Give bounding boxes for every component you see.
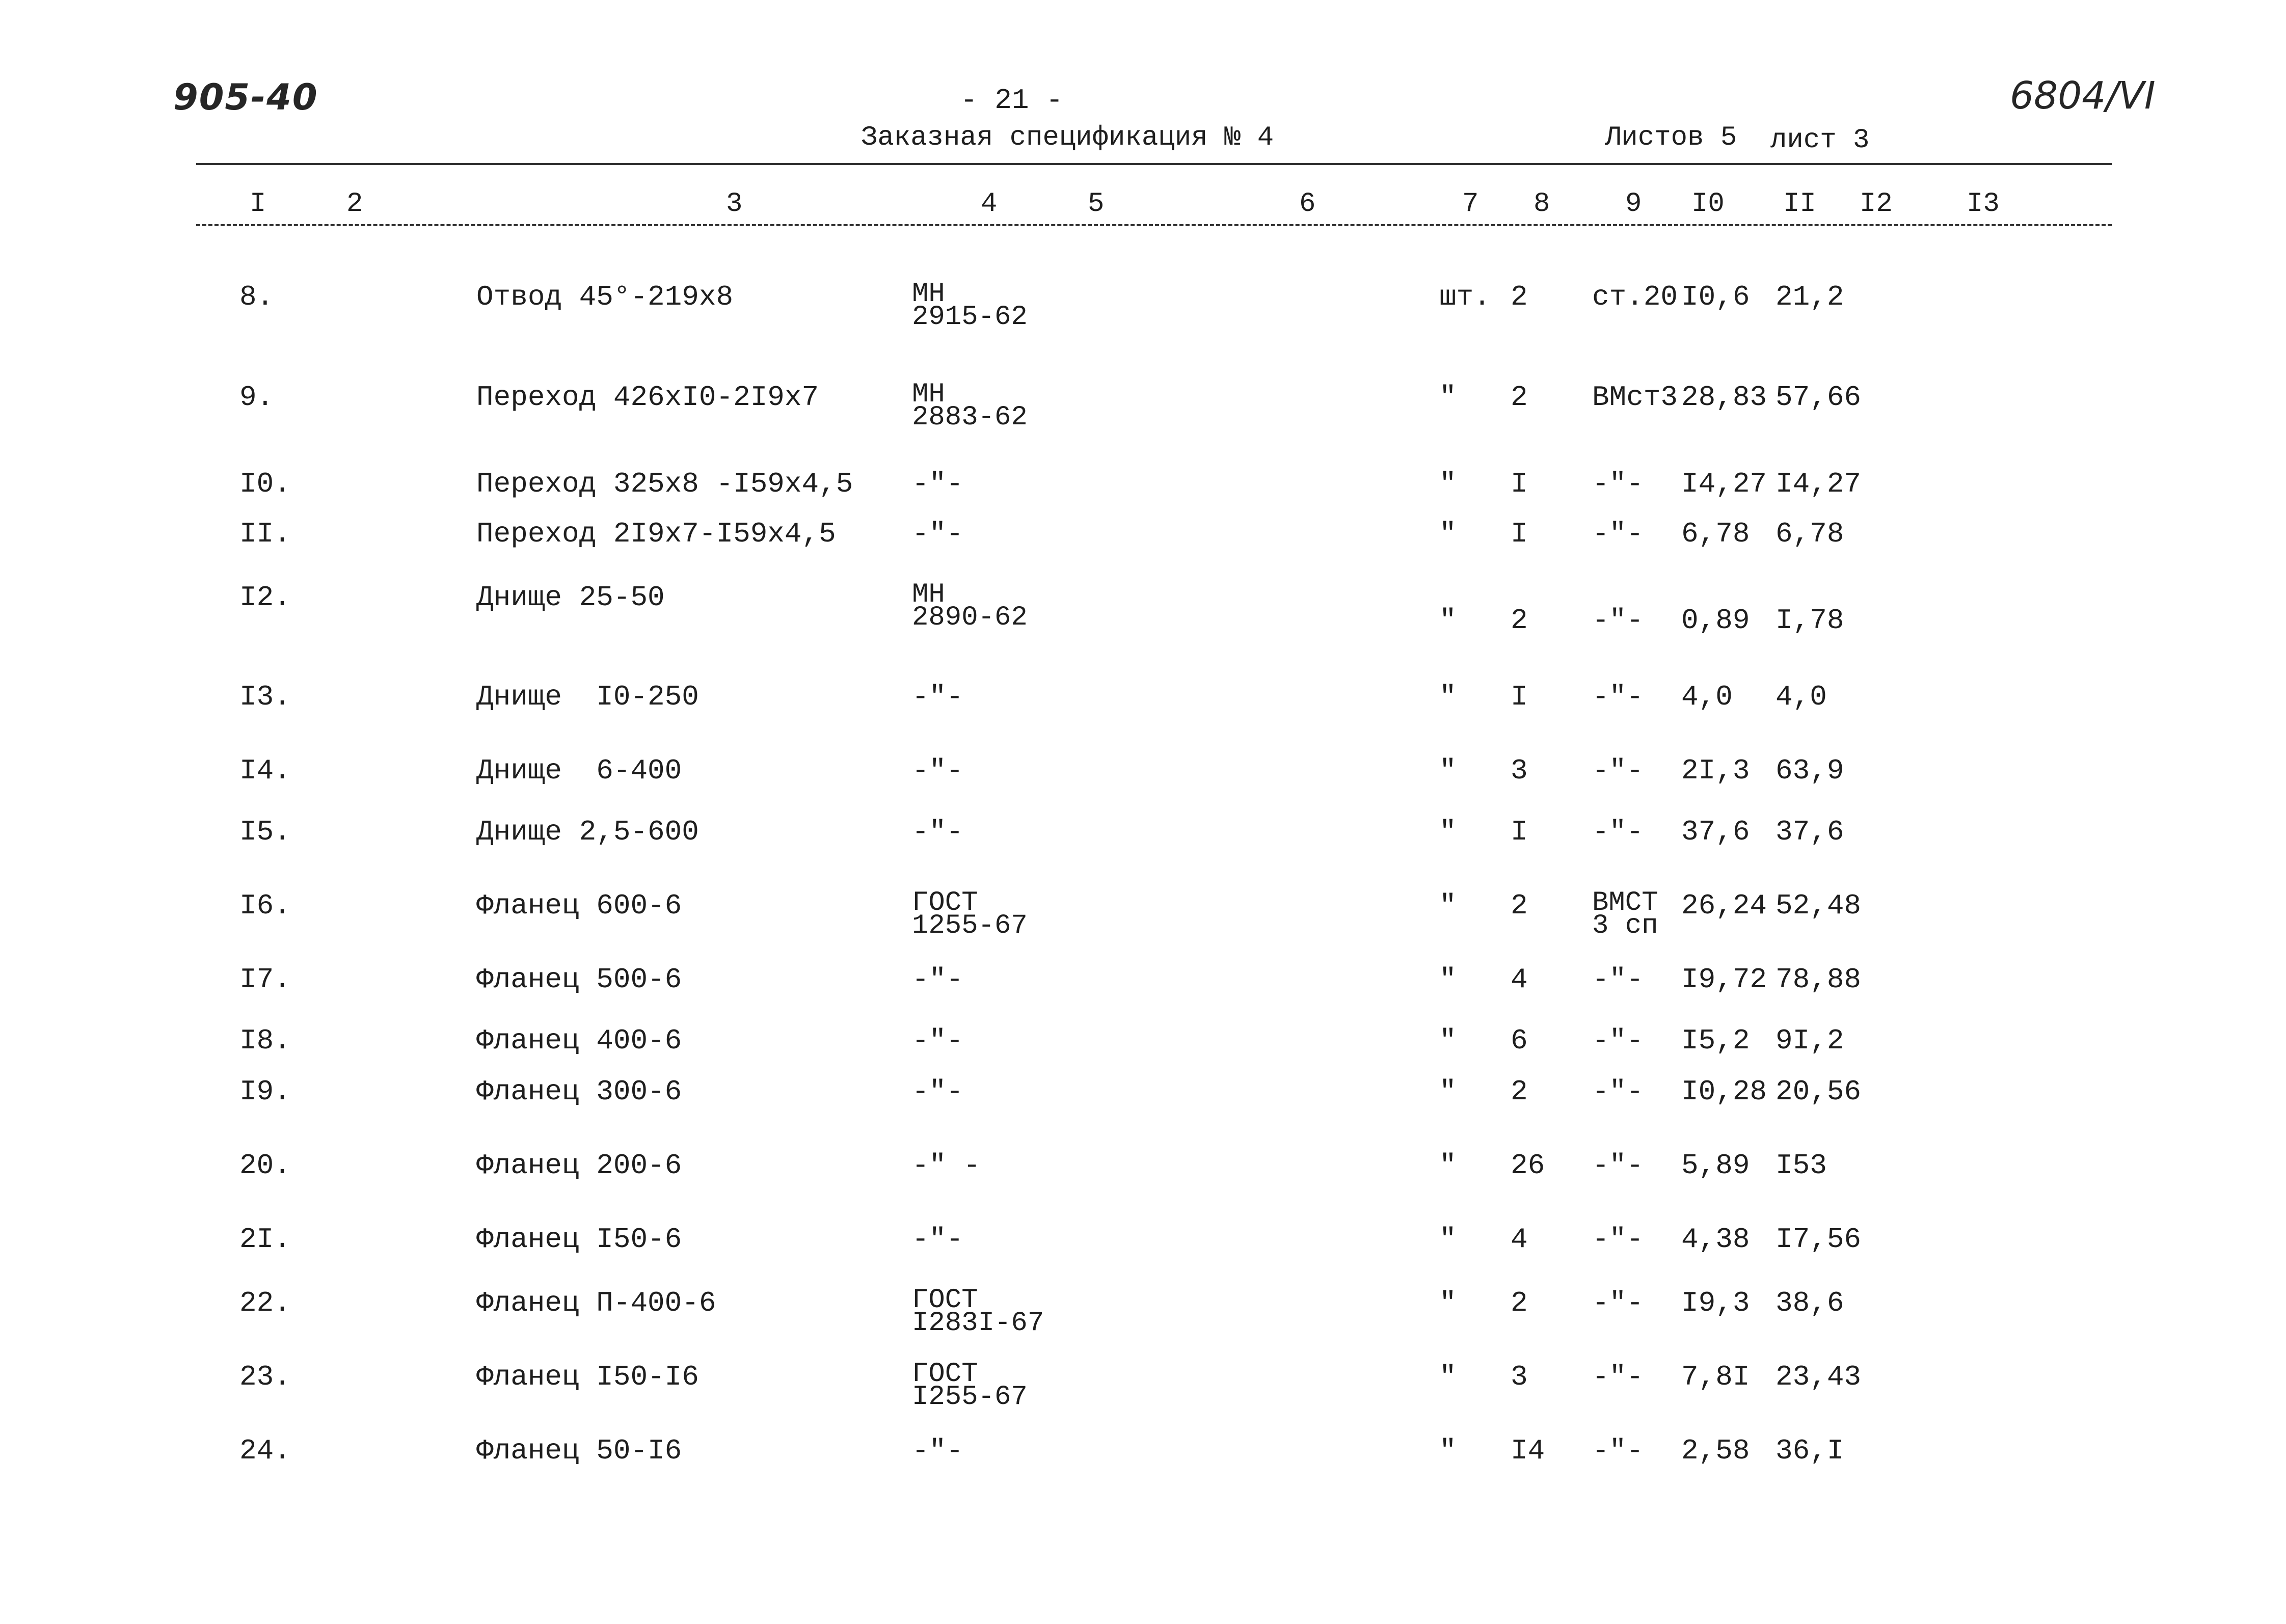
- quantity: 3: [1511, 754, 1528, 787]
- item-name: Днище 2,5-600: [476, 816, 699, 848]
- quantity: 6: [1511, 1024, 1528, 1057]
- unit-mass: 4,0: [1681, 681, 1733, 713]
- column-header: 4: [981, 188, 998, 220]
- column-header: I0: [1691, 188, 1725, 220]
- unit: ": [1439, 1149, 1457, 1182]
- material: -"-: [1592, 754, 1644, 787]
- document-id: 6804/VI: [2010, 74, 2156, 118]
- unit: ": [1439, 754, 1457, 787]
- total-mass: 6,78: [1776, 518, 1844, 550]
- total-mass: I,78: [1776, 604, 1844, 637]
- unit: ": [1439, 518, 1457, 550]
- column-header: 8: [1534, 188, 1550, 220]
- material: ВМст3: [1592, 381, 1678, 414]
- item-number: I2.: [239, 581, 291, 614]
- column-header: I3: [1967, 188, 2000, 220]
- item-number: I0.: [239, 468, 291, 500]
- unit: ": [1439, 1223, 1457, 1256]
- unit-mass: I4,27: [1681, 468, 1767, 500]
- unit: ": [1439, 381, 1457, 414]
- total-mass: 63,9: [1776, 754, 1844, 787]
- item-number: 22.: [239, 1287, 291, 1319]
- column-header: 6: [1299, 188, 1316, 220]
- page-number: - 21 -: [960, 84, 1063, 117]
- total-mass: 36,I: [1776, 1434, 1844, 1467]
- quantity: 2: [1511, 1075, 1528, 1108]
- item-number: I6.: [239, 889, 291, 922]
- material: -"-: [1592, 816, 1644, 848]
- item-number: 20.: [239, 1149, 291, 1182]
- item-name: Фланец 50-I6: [476, 1434, 682, 1467]
- item-name: Днище 6-400: [476, 754, 682, 787]
- quantity: I4: [1511, 1434, 1545, 1467]
- unit: ": [1439, 1024, 1457, 1057]
- standard-reference: -"-: [912, 1024, 963, 1057]
- quantity: 2: [1511, 281, 1528, 313]
- unit: ": [1439, 1361, 1457, 1393]
- quantity: 3: [1511, 1361, 1528, 1393]
- standard-reference: -"-: [912, 518, 963, 550]
- item-number: II.: [239, 518, 291, 550]
- quantity: 4: [1511, 963, 1528, 996]
- item-number: I3.: [239, 681, 291, 713]
- unit-mass: 6,78: [1681, 518, 1750, 550]
- item-name: Фланец 400-6: [476, 1024, 682, 1057]
- unit: ": [1439, 889, 1457, 922]
- unit-mass: 2,58: [1681, 1434, 1750, 1467]
- item-name: Переход 325x8 -I59x4,5: [476, 468, 853, 500]
- quantity: I: [1511, 468, 1528, 500]
- standard-reference: ГОСТ I283I-67: [912, 1285, 1044, 1339]
- standard-reference: ГОСТ I255-67: [912, 1359, 1028, 1413]
- item-number: 8.: [239, 281, 274, 313]
- total-mass: 4,0: [1776, 681, 1827, 713]
- column-header: I: [250, 188, 266, 220]
- column-header: I2: [1860, 188, 1893, 220]
- standard-reference: МН 2915-62: [912, 279, 1028, 333]
- column-header: 9: [1625, 188, 1642, 220]
- standard-reference: -"-: [912, 816, 963, 848]
- quantity: 4: [1511, 1223, 1528, 1256]
- material: -"-: [1592, 1434, 1644, 1467]
- document-code: 905-40: [173, 76, 318, 118]
- item-number: 24.: [239, 1434, 291, 1467]
- material: -"-: [1592, 1024, 1644, 1057]
- item-number: I7.: [239, 963, 291, 996]
- total-mass: 52,48: [1776, 889, 1862, 922]
- item-number: I9.: [239, 1075, 291, 1108]
- unit: ": [1439, 681, 1457, 713]
- standard-reference: -"-: [912, 1434, 963, 1467]
- standard-reference: -"-: [912, 1075, 963, 1108]
- material: -"-: [1592, 1149, 1644, 1182]
- total-mass: 9I,2: [1776, 1024, 1844, 1057]
- material: -"-: [1592, 468, 1644, 500]
- unit-mass: 4,38: [1681, 1223, 1750, 1256]
- unit-mass: 2I,3: [1681, 754, 1750, 787]
- total-mass: 21,2: [1776, 281, 1844, 313]
- sheet-count: Листов 5: [1605, 122, 1737, 153]
- item-name: Фланец 500-6: [476, 963, 682, 996]
- standard-reference: -"-: [912, 468, 963, 500]
- material: -"-: [1592, 681, 1644, 713]
- unit: ": [1439, 1287, 1457, 1319]
- item-name: Фланец 200-6: [476, 1149, 682, 1182]
- unit: шт.: [1439, 281, 1491, 313]
- quantity: 2: [1511, 381, 1528, 414]
- column-header: 3: [726, 188, 743, 220]
- material: -"-: [1592, 518, 1644, 550]
- material: -"-: [1592, 1075, 1644, 1108]
- standard-reference: -"-: [912, 681, 963, 713]
- item-name: Фланец 300-6: [476, 1075, 682, 1108]
- quantity: 26: [1511, 1149, 1545, 1182]
- item-name: Фланец П-400-6: [476, 1287, 716, 1319]
- unit-mass: I9,3: [1681, 1287, 1750, 1319]
- item-name: Фланец 600-6: [476, 889, 682, 922]
- unit-mass: 5,89: [1681, 1149, 1750, 1182]
- unit: ": [1439, 468, 1457, 500]
- unit-mass: 7,8I: [1681, 1361, 1750, 1393]
- standard-reference: МН 2890-62: [912, 579, 1028, 634]
- unit-mass: 0,89: [1681, 604, 1750, 637]
- unit-mass: 37,6: [1681, 816, 1750, 848]
- item-name: Переход 426xI0-2I9x7: [476, 381, 819, 414]
- item-number: 2I.: [239, 1223, 291, 1256]
- unit: ": [1439, 604, 1457, 637]
- item-number: I5.: [239, 816, 291, 848]
- quantity: 2: [1511, 1287, 1528, 1319]
- header-rule-top: [196, 163, 2112, 165]
- total-mass: 20,56: [1776, 1075, 1862, 1108]
- unit-mass: I5,2: [1681, 1024, 1750, 1057]
- total-mass: 38,6: [1776, 1287, 1844, 1319]
- material: -"-: [1592, 963, 1644, 996]
- item-name: Переход 2I9x7-I59x4,5: [476, 518, 836, 550]
- total-mass: 78,88: [1776, 963, 1862, 996]
- standard-reference: -" -: [912, 1149, 981, 1182]
- material: -"-: [1592, 604, 1644, 637]
- total-mass: I53: [1776, 1149, 1827, 1182]
- total-mass: 37,6: [1776, 816, 1844, 848]
- material: ст.20: [1592, 281, 1678, 313]
- header-rule-bottom: [196, 224, 2112, 226]
- unit-mass: 28,83: [1681, 381, 1767, 414]
- item-number: 9.: [239, 381, 274, 414]
- unit: ": [1439, 963, 1457, 996]
- item-name: Фланец I50-I6: [476, 1361, 699, 1393]
- item-name: Отвод 45°-219x8: [476, 281, 734, 313]
- material: ВМСТ 3 сп: [1592, 887, 1658, 942]
- item-number: I4.: [239, 754, 291, 787]
- column-header: 5: [1088, 188, 1105, 220]
- column-header: II: [1783, 188, 1816, 220]
- item-number: 23.: [239, 1361, 291, 1393]
- unit: ": [1439, 816, 1457, 848]
- standard-reference: -"-: [912, 1223, 963, 1256]
- material: -"-: [1592, 1361, 1644, 1393]
- column-header: 7: [1462, 188, 1479, 220]
- quantity: 2: [1511, 889, 1528, 922]
- total-mass: I4,27: [1776, 468, 1862, 500]
- quantity: I: [1511, 681, 1528, 713]
- specification-title: Заказная спецификация № 4: [861, 122, 1274, 153]
- standard-reference: -"-: [912, 963, 963, 996]
- material: -"-: [1592, 1223, 1644, 1256]
- sheet-current: лист 3: [1770, 125, 1870, 156]
- total-mass: 57,66: [1776, 381, 1862, 414]
- quantity: I: [1511, 816, 1528, 848]
- unit: ": [1439, 1434, 1457, 1467]
- total-mass: I7,56: [1776, 1223, 1862, 1256]
- item-name: Днище I0-250: [476, 681, 699, 713]
- unit-mass: I0,6: [1681, 281, 1750, 313]
- column-header: 2: [346, 188, 363, 220]
- unit-mass: I0,28: [1681, 1075, 1767, 1108]
- standard-reference: ГОСТ 1255-67: [912, 887, 1028, 942]
- unit: ": [1439, 1075, 1457, 1108]
- item-number: I8.: [239, 1024, 291, 1057]
- standard-reference: МН 2883-62: [912, 379, 1028, 434]
- material: -"-: [1592, 1287, 1644, 1319]
- unit-mass: 26,24: [1681, 889, 1767, 922]
- total-mass: 23,43: [1776, 1361, 1862, 1393]
- quantity: I: [1511, 518, 1528, 550]
- standard-reference: -"-: [912, 754, 963, 787]
- item-name: Фланец I50-6: [476, 1223, 682, 1256]
- quantity: 2: [1511, 604, 1528, 637]
- item-name: Днище 25-50: [476, 581, 665, 614]
- unit-mass: I9,72: [1681, 963, 1767, 996]
